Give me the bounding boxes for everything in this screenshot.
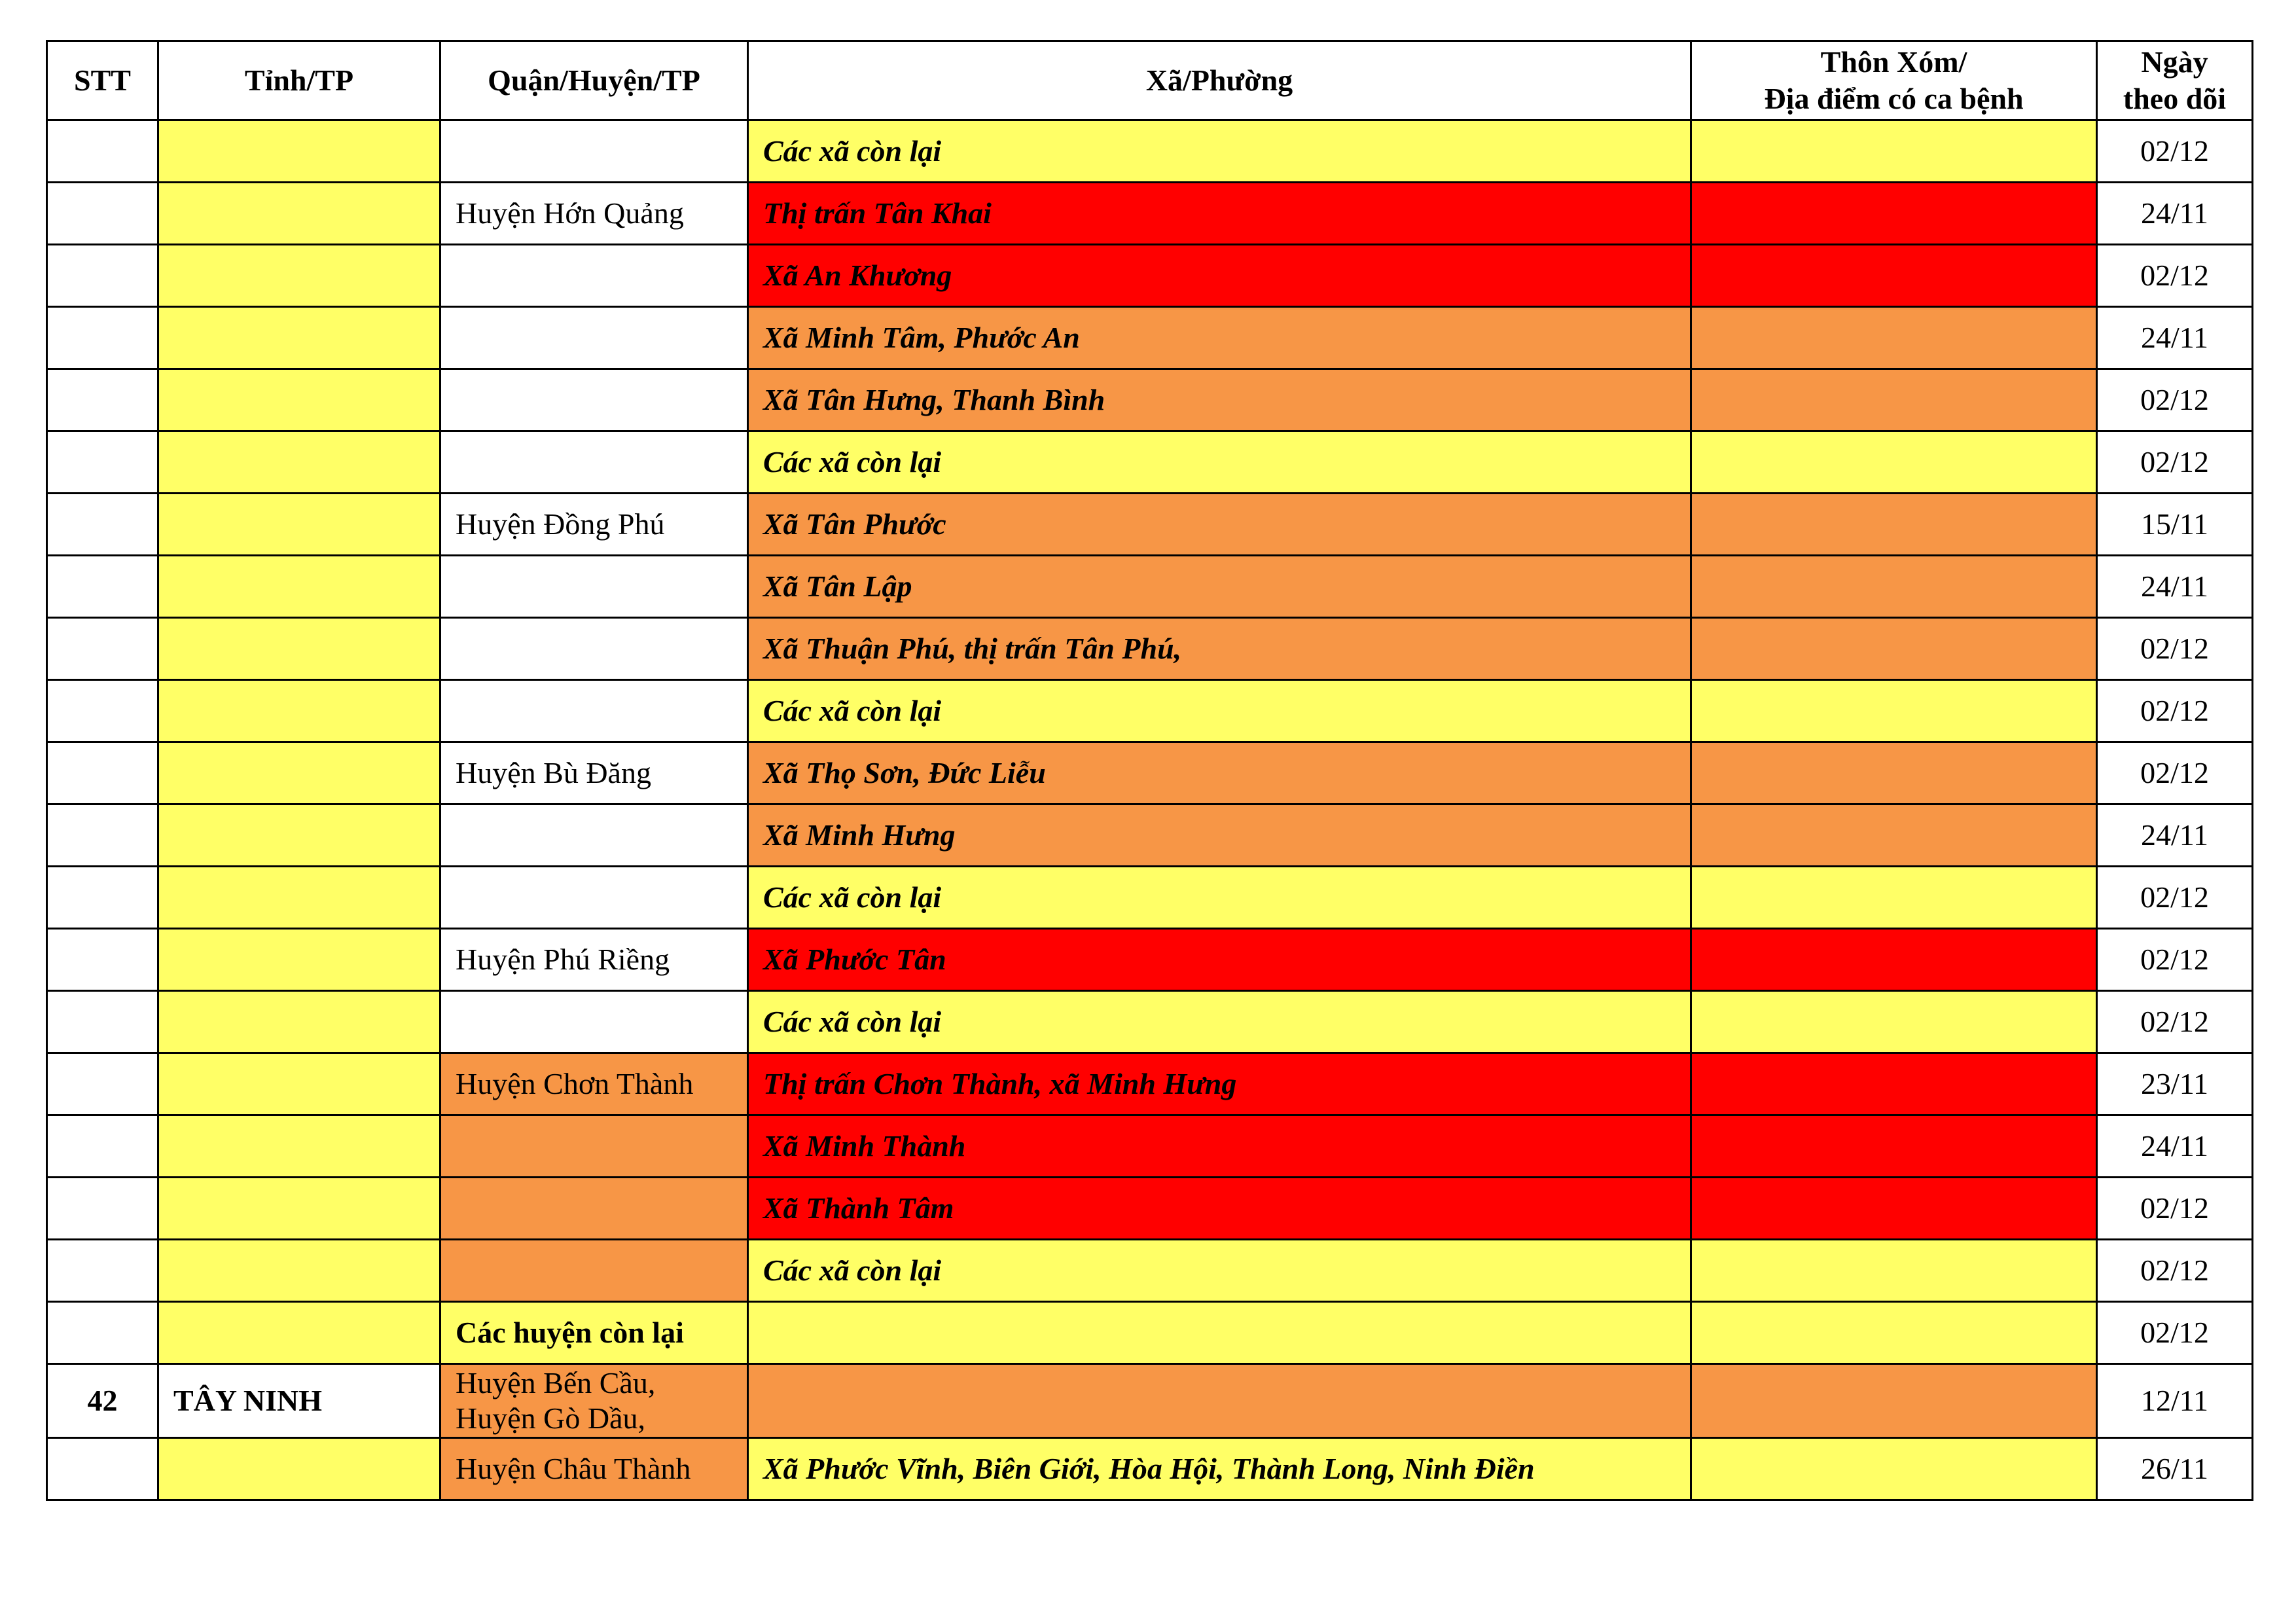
header-row [47,41,2253,120]
cell-province [158,680,440,742]
cell-province [158,494,440,556]
cell-province [158,1302,440,1364]
cell-province [158,929,440,991]
cell-commune: Xã Minh Thành [748,1115,1691,1178]
cell-hamlet [1691,494,2097,556]
cell-province: TÂY NINH [158,1364,440,1438]
table-row [47,120,2253,183]
cell-district [440,245,748,307]
cell-province [158,1115,440,1178]
cell-date: 15/11 [2097,494,2253,556]
cell-province [158,1438,440,1500]
table-row [47,369,2253,431]
cell-hamlet [1691,307,2097,369]
cell-district: Huyện Phú Riềng [440,929,748,991]
cell-stt [47,494,158,556]
cell-district: Huyện Bến Cầu, Huyện Gò Dầu, [440,1364,748,1438]
cell-stt: 42 [47,1364,158,1438]
cell-hamlet [1691,1053,2097,1115]
header-stt: STT [47,41,158,120]
cell-date: 24/11 [2097,307,2253,369]
cell-district [440,1178,748,1240]
outbreak-table [46,40,2253,1501]
cell-stt [47,1302,158,1364]
cell-hamlet [1691,120,2097,183]
cell-date: 02/12 [2097,867,2253,929]
table-row [47,1364,2253,1438]
cell-date: 02/12 [2097,742,2253,804]
table-row [47,183,2253,245]
cell-province [158,245,440,307]
cell-district [440,369,748,431]
cell-commune: Các xã còn lại [748,991,1691,1053]
cell-province [158,120,440,183]
cell-date: 26/11 [2097,1438,2253,1500]
table-row [47,680,2253,742]
cell-district [440,120,748,183]
cell-commune: Các xã còn lại [748,680,1691,742]
cell-date: 02/12 [2097,120,2253,183]
table-row [47,1115,2253,1178]
cell-district: Huyện Đồng Phú [440,494,748,556]
cell-district [440,1115,748,1178]
cell-district [440,431,748,494]
cell-stt [47,307,158,369]
cell-commune: Xã Thành Tâm [748,1178,1691,1240]
header-hamlet [1691,41,2097,120]
table-body [47,120,2253,1500]
table-row [47,307,2253,369]
table-row [47,804,2253,867]
cell-commune [748,1364,1691,1438]
cell-province [158,369,440,431]
cell-district: Huyện Hớn Quảng [440,183,748,245]
cell-province [158,1053,440,1115]
cell-stt [47,183,158,245]
cell-date: 23/11 [2097,1053,2253,1115]
cell-province [158,183,440,245]
cell-hamlet [1691,1302,2097,1364]
header-date-line2: theo dõi [2123,82,2227,115]
cell-hamlet [1691,1115,2097,1178]
header-date-line1: Ngày [2141,45,2208,79]
cell-commune: Thị trấn Chơn Thành, xã Minh Hưng [748,1053,1691,1115]
cell-commune: Xã Thuận Phú, thị trấn Tân Phú, [748,618,1691,680]
cell-district: Huyện Chơn Thành [440,1053,748,1115]
table-row [47,929,2253,991]
cell-date: 02/12 [2097,1302,2253,1364]
cell-district [440,680,748,742]
cell-commune: Xã Tân Hưng, Thanh Bình [748,369,1691,431]
header-date [2097,41,2253,120]
cell-stt [47,431,158,494]
cell-stt [47,742,158,804]
cell-province [158,804,440,867]
cell-date: 02/12 [2097,680,2253,742]
cell-hamlet [1691,1364,2097,1438]
table-row [47,1240,2253,1302]
cell-stt [47,1115,158,1178]
cell-hamlet [1691,742,2097,804]
cell-date: 02/12 [2097,1178,2253,1240]
cell-commune: Các xã còn lại [748,431,1691,494]
cell-province [158,867,440,929]
cell-commune: Các xã còn lại [748,1240,1691,1302]
cell-stt [47,1438,158,1500]
table-row [47,245,2253,307]
cell-stt [47,804,158,867]
cell-stt [47,245,158,307]
cell-hamlet [1691,1178,2097,1240]
cell-stt [47,929,158,991]
cell-stt [47,618,158,680]
cell-stt [47,120,158,183]
cell-date: 02/12 [2097,618,2253,680]
cell-hamlet [1691,245,2097,307]
header-hamlet-line1: Thôn Xóm/ [1820,45,1967,79]
header-province: Tỉnh/TP [158,41,440,120]
table-row [47,991,2253,1053]
table-row [47,1302,2253,1364]
cell-district [440,618,748,680]
cell-province [158,307,440,369]
table-row [47,494,2253,556]
cell-hamlet [1691,556,2097,618]
table-row [47,431,2253,494]
cell-stt [47,1053,158,1115]
cell-commune: Xã Minh Tâm, Phước An [748,307,1691,369]
cell-date: 02/12 [2097,431,2253,494]
cell-commune: Các xã còn lại [748,867,1691,929]
cell-hamlet [1691,929,2097,991]
cell-commune: Xã Phước Tân [748,929,1691,991]
cell-stt [47,1178,158,1240]
cell-stt [47,556,158,618]
cell-date: 12/11 [2097,1364,2253,1438]
cell-province [158,618,440,680]
cell-commune: Thị trấn Tân Khai [748,183,1691,245]
cell-hamlet [1691,1438,2097,1500]
cell-date: 02/12 [2097,991,2253,1053]
cell-date: 02/12 [2097,369,2253,431]
cell-hamlet [1691,991,2097,1053]
cell-hamlet [1691,680,2097,742]
cell-hamlet [1691,369,2097,431]
cell-commune [748,1302,1691,1364]
cell-district [440,804,748,867]
cell-date: 24/11 [2097,804,2253,867]
cell-date: 02/12 [2097,245,2253,307]
cell-province [158,742,440,804]
table-row [47,1053,2253,1115]
cell-stt [47,867,158,929]
cell-date: 24/11 [2097,183,2253,245]
table-row [47,1178,2253,1240]
cell-district [440,307,748,369]
cell-date: 02/12 [2097,1240,2253,1302]
cell-hamlet [1691,183,2097,245]
cell-commune: Xã An Khương [748,245,1691,307]
cell-district [440,1240,748,1302]
cell-commune: Xã Tân Lập [748,556,1691,618]
cell-hamlet [1691,1240,2097,1302]
cell-district: Huyện Bù Đăng [440,742,748,804]
cell-commune: Xã Tân Phước [748,494,1691,556]
cell-hamlet [1691,431,2097,494]
cell-stt [47,991,158,1053]
cell-hamlet [1691,804,2097,867]
cell-hamlet [1691,867,2097,929]
cell-district [440,991,748,1053]
header-district: Quận/Huyện/TP [440,41,748,120]
cell-commune: Các xã còn lại [748,120,1691,183]
cell-province [158,991,440,1053]
cell-district: Huyện Châu Thành [440,1438,748,1500]
cell-commune: Xã Minh Hưng [748,804,1691,867]
cell-province [158,431,440,494]
cell-stt [47,680,158,742]
cell-province [158,1178,440,1240]
cell-district: Các huyện còn lại [440,1302,748,1364]
table-row [47,1438,2253,1500]
cell-province [158,556,440,618]
cell-district [440,556,748,618]
table-row [47,556,2253,618]
cell-date: 24/11 [2097,556,2253,618]
cell-commune: Xã Thọ Sơn, Đức Liễu [748,742,1691,804]
header-commune: Xã/Phường [748,41,1691,120]
cell-date: 24/11 [2097,1115,2253,1178]
cell-province [158,1240,440,1302]
cell-district [440,867,748,929]
cell-stt [47,369,158,431]
header-hamlet-line2: Địa điểm có ca bệnh [1764,82,2024,115]
table-row [47,618,2253,680]
cell-commune: Xã Phước Vĩnh, Biên Giới, Hòa Hội, Thành Long, Ninh Điền [748,1438,1691,1500]
cell-hamlet [1691,618,2097,680]
cell-date: 02/12 [2097,929,2253,991]
table-row [47,742,2253,804]
cell-stt [47,1240,158,1302]
table-row [47,867,2253,929]
